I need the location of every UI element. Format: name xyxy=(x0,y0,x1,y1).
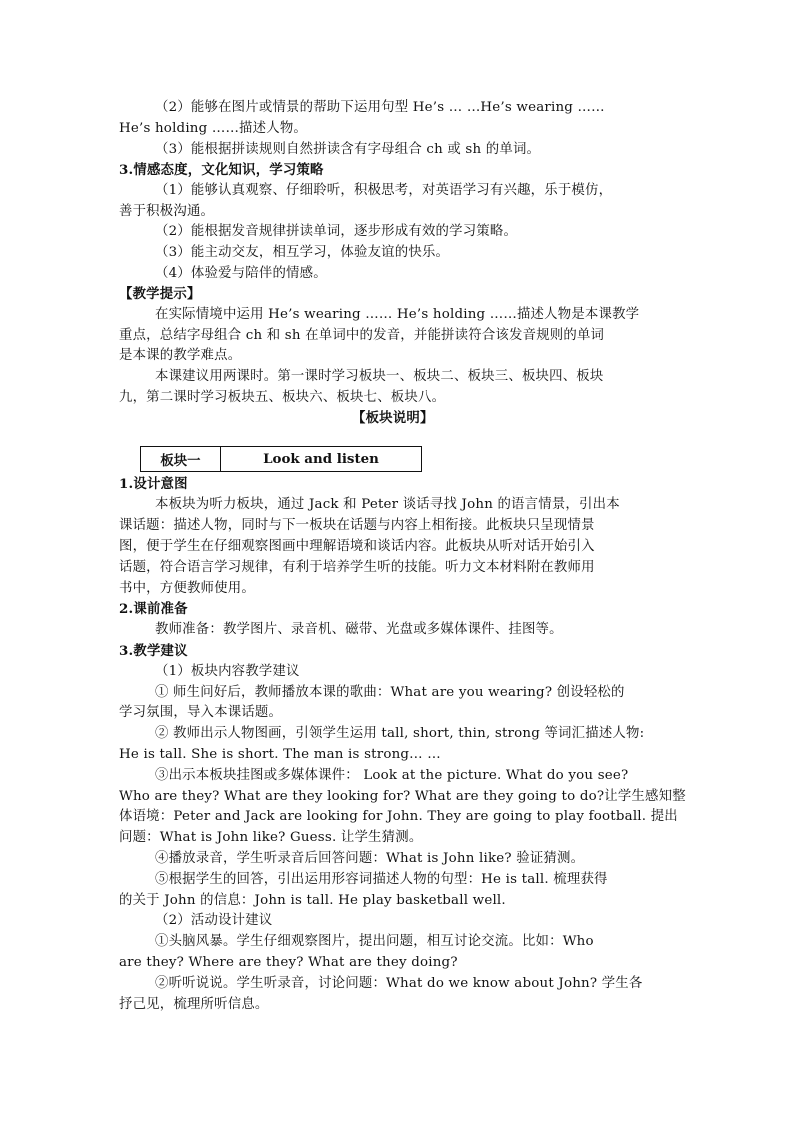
text-line: 教师准备：教学图片、录音机、磁带、光盘或多媒体课件、挂图等。 xyxy=(155,622,563,637)
text-line: （1）板块内容教学建议 xyxy=(155,664,300,679)
text-line: 学习氛围，导入本课话题。 xyxy=(119,705,283,720)
section-heading: 2.课前准备 xyxy=(119,601,188,617)
text-line: ⑤根据学生的回答，引出运用形容词描述人物的句型：He is tall. 梳理获得 xyxy=(155,872,608,887)
text-line: （2）能根据发音规律拼读单词，逐步形成有效的学习策略。 xyxy=(155,224,518,239)
text-line: ②听听说说。学生听录音，讨论问题：What do we know about John? 学生各 xyxy=(155,976,643,991)
text-line: （2）能够在图片或情景的帮助下运用句型 He’s … …He’s wearing …… xyxy=(155,100,605,115)
text-line: are they? Where are they? What are they doing? xyxy=(119,955,458,970)
text-line: 问题：What is John like? Guess. 让学生猜测。 xyxy=(119,830,423,845)
text-line: （1）能够认真观察、仔细聆听，积极思考，对英语学习有兴趣，乐于模仿， xyxy=(155,183,613,198)
text-line: 体语境：Peter and Jack are looking for John. They are going to play football. 提出 xyxy=(119,809,678,824)
text-line: He is tall. She is short. The man is strong… … xyxy=(119,747,441,762)
text-line: （3）能主动交友，相互学习，体验友谊的快乐。 xyxy=(155,245,450,260)
table-cell-title: Look and listen xyxy=(263,451,379,467)
text-line: ④播放录音，学生听录音后回答问题：What is John like? 验证猜测。 xyxy=(155,851,585,866)
section-heading: 【板块说明】 xyxy=(352,410,434,426)
text-line: （4）体验爱与陪伴的情感。 xyxy=(155,266,327,281)
text-line: 的关于 John 的信息：John is tall. He play basketball well. xyxy=(119,893,506,908)
text-line: ①头脑风暴。学生仔细观察图片，提出问题，相互讨论交流。比如：Who xyxy=(155,934,594,949)
text-line: ③出示本板块挂图或多媒体课件： Look at the picture. What do you see? xyxy=(155,768,629,783)
text-line: 本课建议用两课时。第一课时学习板块一、板块二、板块三、板块四、板块 xyxy=(155,369,604,384)
text-line: 重点，总结字母组合 ch 和 sh 在单词中的发音，并能拼读符合该发音规则的单词 xyxy=(119,328,605,343)
text-line: 九，第二课时学习板块五、板块六、板块七、板块八。 xyxy=(119,390,446,405)
text-line: 抒己见，梳理所听信息。 xyxy=(119,997,269,1012)
text-line: Who are they? What are they looking for? What are they going to do?让学生感知整 xyxy=(119,789,686,804)
text-line: ② 教师出示人物图画，引领学生运用 tall, short, thin, strong 等词汇描述人物: xyxy=(155,726,645,741)
text-line: 书中，方便教师使用。 xyxy=(119,581,255,596)
table-cell-label: 板块一 xyxy=(141,447,221,471)
section-table xyxy=(140,446,422,472)
text-line: （2）活动设计建议 xyxy=(155,913,273,928)
text-line: 善于积极沟通。 xyxy=(119,204,215,219)
text-line: 本板块为听力板块，通过 Jack 和 Peter 谈话寻找 John 的语言情景，引出本 xyxy=(155,497,620,512)
text-line: 在实际情境中运用 He’s wearing …… He’s holding ……描述人物是本课教学 xyxy=(155,307,640,322)
section-heading: 1.设计意图 xyxy=(119,476,188,492)
text-line: 课话题：描述人物，同时与下一板块在话题与内容上相衔接。此板块只呈现情景 xyxy=(119,518,595,533)
section-heading: 【教学提示】 xyxy=(119,286,201,302)
text-line: 话题，符合语言学习规律，有利于培养学生听的技能。听力文本材料附在教师用 xyxy=(119,560,595,575)
section-heading: 3.情感态度，文化知识，学习策略 xyxy=(119,162,324,178)
text-line: ① 师生问好后，教师播放本课的歌曲：What are you wearing? 创设轻松的 xyxy=(155,685,625,700)
section-heading: 3.教学建议 xyxy=(119,643,188,659)
text-line: He’s holding ……描述人物。 xyxy=(119,121,307,136)
text-line: 是本课的教学难点。 xyxy=(119,348,242,363)
text-line: 图，便于学生在仔细观察图画中理解语境和谈话内容。此板块从听对话开始引入 xyxy=(119,539,595,554)
text-line: （3）能根据拼读规则自然拼读含有字母组合 ch 或 sh 的单词。 xyxy=(155,142,541,157)
